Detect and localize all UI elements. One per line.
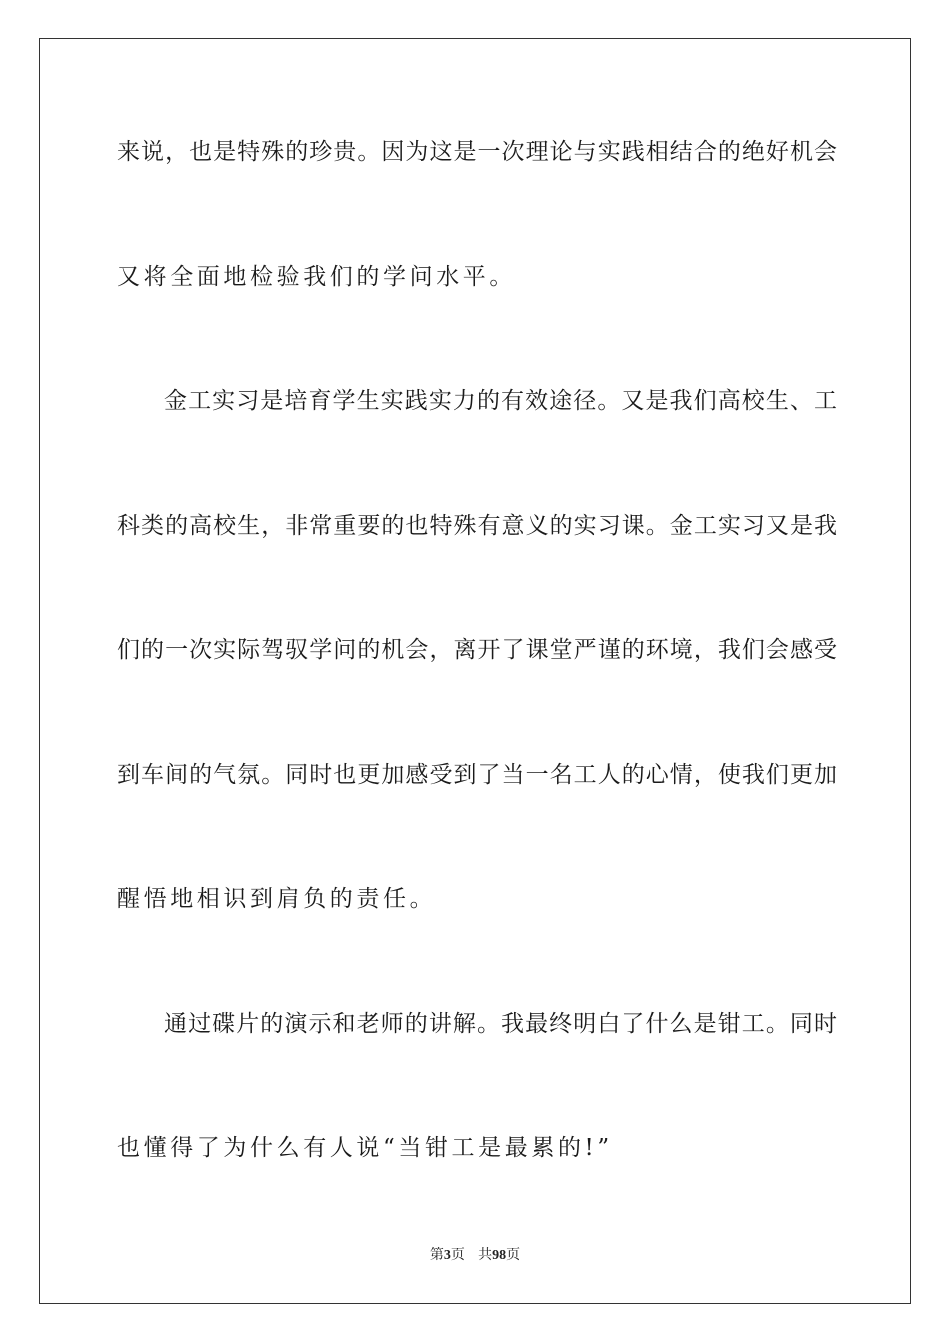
total-prefix: 共 — [478, 1247, 493, 1263]
total-pages: 98 — [492, 1248, 507, 1263]
paragraph-3-line-2: 也懂得了为什么有人说“当钳工是最累的!” — [117, 1135, 613, 1161]
page-border — [39, 38, 911, 1304]
paragraph-2-line-3: 们的一次实际驾驭学问的机会，离开了课堂严谨的环境，我们会感受 — [117, 637, 837, 663]
total-suffix: 页 — [506, 1247, 521, 1263]
paragraph-2-line-1: 金工实习是培育学生实践实力的有效途径。又是我们高校生、工 — [164, 388, 837, 414]
paragraph-1-line-1: 来说，也是特殊的珍贵。因为这是一次理论与实践相结合的绝好机会 — [117, 139, 837, 165]
page-suffix: 页 — [450, 1247, 465, 1263]
page-prefix: 第 — [429, 1247, 444, 1263]
paragraph-2-line-4: 到车间的气氛。同时也更加感受到了当一名工人的心情，使我们更加 — [117, 762, 837, 788]
paragraph-1-line-2: 又将全面地检验我们的学问水平。 — [117, 264, 516, 290]
paragraph-2-line-5: 醒悟地相识到肩负的责任。 — [117, 886, 437, 912]
page-number: 3 — [443, 1248, 451, 1263]
paragraph-2-line-2: 科类的高校生，非常重要的也特殊有意义的实习课。金工实习又是我 — [117, 513, 837, 539]
page-footer — [0, 1246, 950, 1265]
paragraph-3-line-1: 通过碟片的演示和老师的讲解。我最终明白了什么是钳工。同时 — [164, 1011, 837, 1037]
